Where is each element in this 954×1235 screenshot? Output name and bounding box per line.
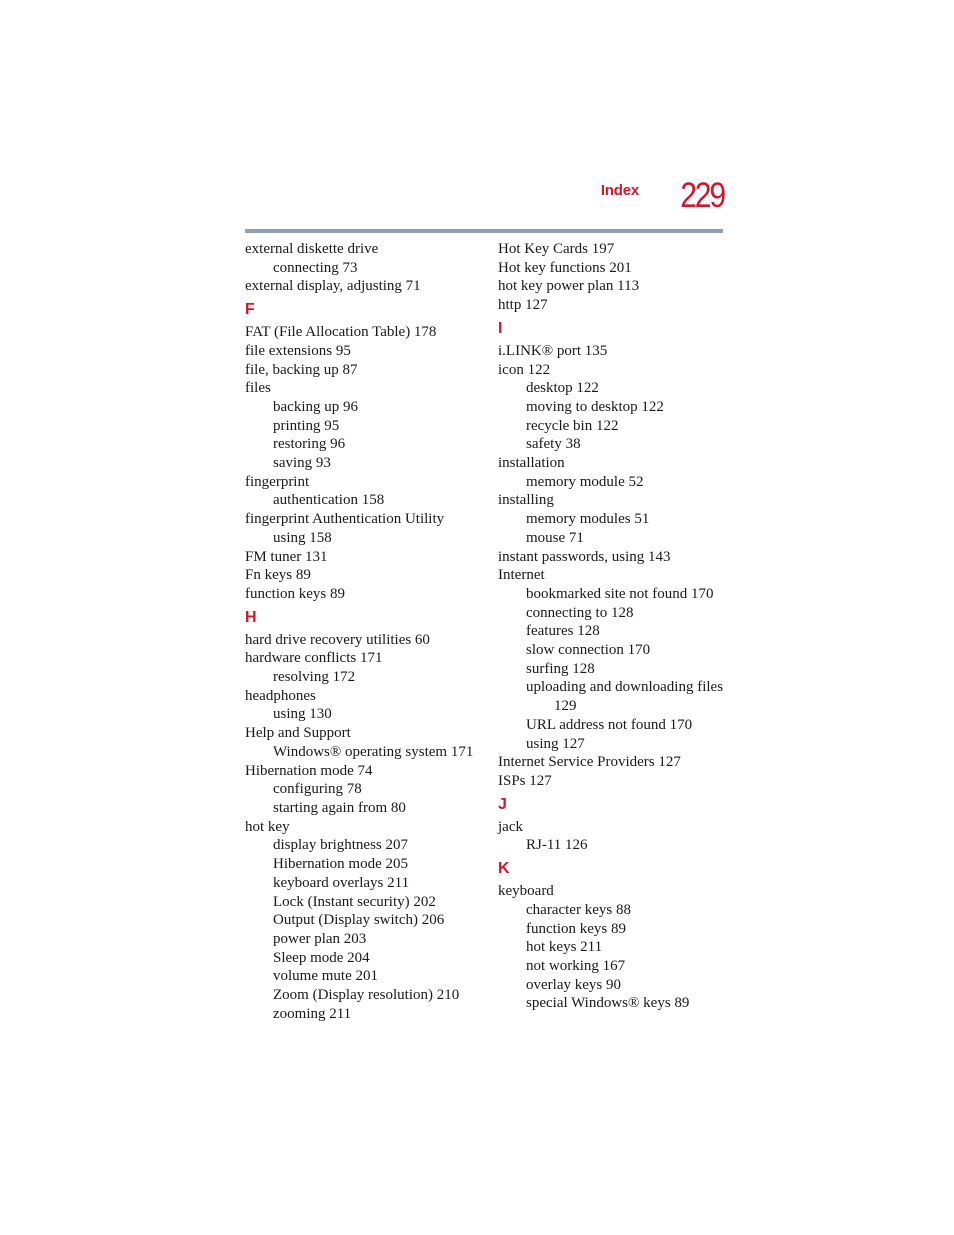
page-number: 229 (680, 176, 724, 215)
index-subentry: using 127 (526, 735, 585, 752)
index-subentry: Lock (Instant security) 202 (273, 893, 436, 910)
index-subentry: zooming 211 (273, 1005, 352, 1022)
index-subentry: desktop 122 (526, 380, 599, 397)
index-subentry: Sleep mode 204 (273, 949, 370, 966)
index-entry: file, backing up 87 (245, 361, 358, 378)
index-entry: icon 122 (498, 361, 551, 378)
index-subentry: printing 95 (273, 417, 340, 434)
index-column-right (498, 240, 734, 1013)
section-title: Index (600, 182, 639, 199)
index-subentry: authentication 158 (273, 492, 385, 509)
index-subentry: Output (Display switch) 206 (273, 912, 445, 929)
index-subentry: starting again from 80 (273, 799, 406, 816)
index-entry: Internet Service Providers 127 (498, 754, 681, 771)
index-entry: hard drive recovery utilities 60 (245, 631, 430, 648)
index-entry: keyboard (498, 883, 554, 900)
index-entry: hot key (245, 818, 290, 835)
index-entry: FAT (File Allocation Table) 178 (245, 324, 437, 341)
index-entry: Fn keys 89 (245, 567, 311, 584)
index-subentry: resolving 172 (273, 669, 356, 686)
index-entry: ISPs 127 (498, 772, 552, 789)
index-column-left (245, 240, 481, 1023)
index-entry: fingerprint (245, 473, 310, 490)
index-subentry: RJ-11 126 (526, 837, 588, 854)
index-subentry: URL address not found 170 (526, 716, 693, 733)
index-subentry: display brightness 207 (273, 837, 408, 854)
index-entry: headphones (245, 687, 316, 704)
index-letter-heading: I (498, 319, 503, 337)
index-subentry: hot keys 211 (526, 939, 603, 956)
index-subentry: keyboard overlays 211 (273, 874, 410, 891)
index-entry: files (245, 380, 271, 397)
index-subentry: mouse 71 (526, 529, 584, 546)
index-letter-heading: H (245, 608, 257, 626)
index-entry: Hibernation mode 74 (245, 762, 373, 779)
index-subentry: character keys 88 (526, 901, 631, 918)
index-entry: external display, adjusting 71 (245, 278, 421, 295)
index-entry: installing (498, 492, 554, 509)
index-entry: http 127 (498, 297, 548, 314)
index-subentry: 129 (554, 698, 577, 715)
index-subentry: surfing 128 (526, 660, 595, 677)
index-letter-heading: K (498, 860, 510, 878)
index-entry: FM tuner 131 (245, 548, 328, 565)
index-entry: installation (498, 455, 565, 472)
index-entry: file extensions 95 (245, 342, 351, 359)
index-subentry: memory modules 51 (526, 511, 650, 528)
index-subentry: using 130 (273, 706, 332, 723)
index-subentry: bookmarked site not found 170 (526, 585, 714, 602)
index-subentry: power plan 203 (273, 930, 367, 947)
index-subentry: connecting 73 (273, 259, 358, 276)
index-subentry: safety 38 (526, 436, 581, 453)
index-subentry: saving 93 (273, 455, 331, 472)
index-entry: i.LINK® port 135 (498, 342, 608, 359)
index-subentry: not working 167 (526, 957, 626, 974)
index-subentry: slow connection 170 (526, 642, 651, 659)
index-subentry: restoring 96 (273, 436, 346, 453)
index-subentry: using 158 (273, 529, 332, 546)
index-subentry: Hibernation mode 205 (273, 856, 408, 873)
index-entry: Hot Key Cards 197 (498, 241, 615, 257)
index-subentry: special Windows® keys 89 (526, 995, 690, 1012)
index-subentry: memory module 52 (526, 473, 644, 490)
index-subentry: overlay keys 90 (526, 976, 621, 993)
index-entry: fingerprint Authentication Utility (245, 511, 445, 528)
index-subentry: uploading and downloading files (526, 679, 724, 696)
index-subentry: features 128 (526, 623, 600, 640)
index-entry: jack (498, 818, 523, 835)
header-rule (245, 229, 723, 233)
index-subentry: volume mute 201 (273, 968, 378, 985)
index-subentry: configuring 78 (273, 781, 362, 798)
index-entry: function keys 89 (245, 585, 345, 602)
index-entry: hardware conflicts 171 (245, 650, 383, 667)
index-entry: instant passwords, using 143 (498, 548, 671, 565)
index-subentry: connecting to 128 (526, 604, 634, 621)
index-subentry: Windows® operating system 171 (273, 743, 474, 760)
index-entry: hot key power plan 113 (498, 278, 640, 295)
index-letter-heading: J (498, 795, 507, 813)
index-entry: Help and Support (245, 725, 351, 742)
index-letter-heading: F (245, 301, 255, 319)
index-entry: Internet (498, 567, 545, 584)
index-subentry: Zoom (Display resolution) 210 (273, 987, 460, 1004)
index-entry: external diskette drive (245, 241, 379, 257)
index-entry: Hot key functions 201 (498, 259, 632, 276)
index-subentry: recycle bin 122 (526, 417, 619, 434)
index-subentry: backing up 96 (273, 398, 358, 415)
index-subentry: function keys 89 (526, 920, 626, 937)
index-subentry: moving to desktop 122 (526, 398, 664, 415)
